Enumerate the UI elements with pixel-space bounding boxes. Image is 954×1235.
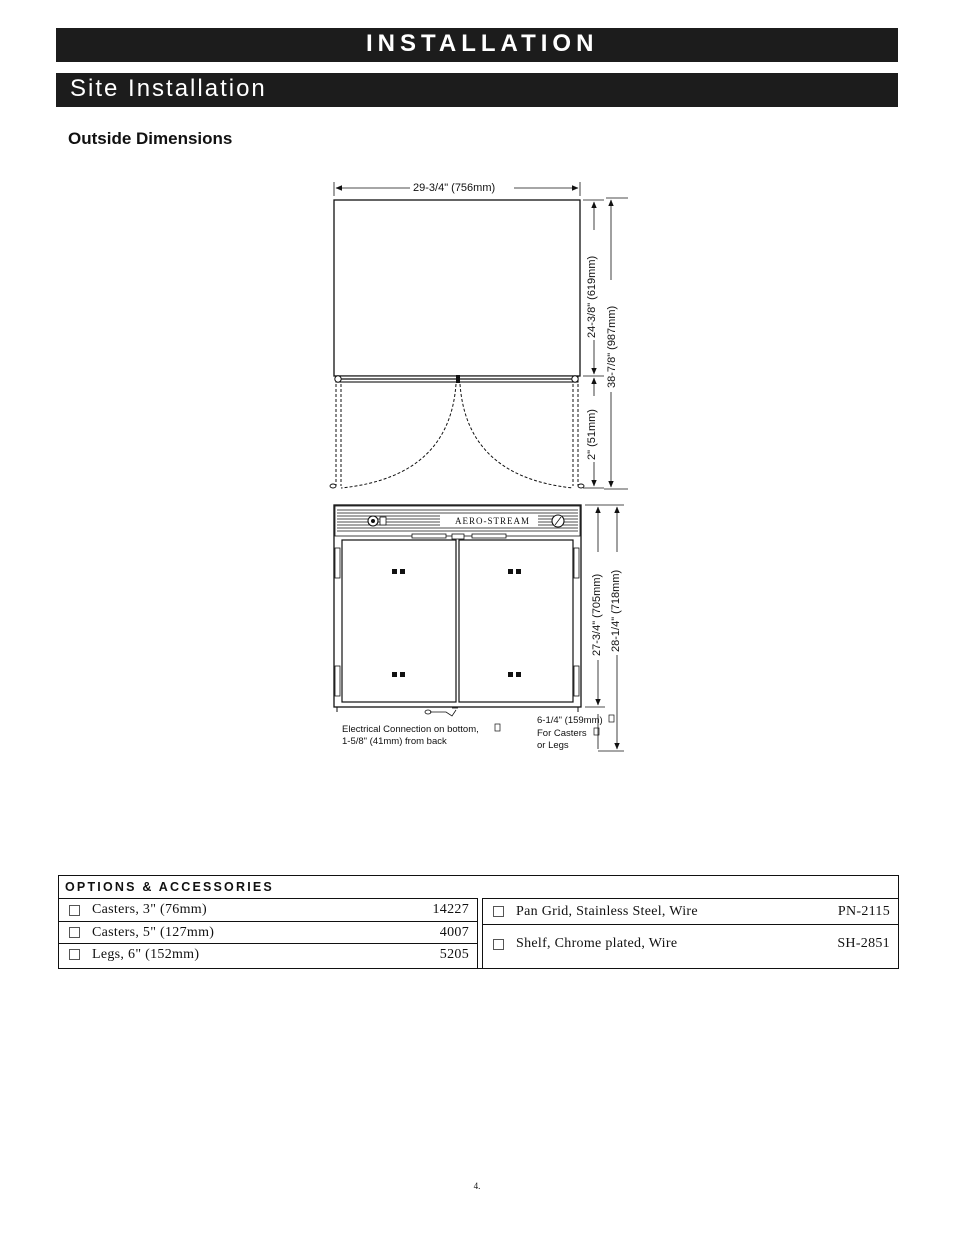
option-legs-6 (59, 943, 477, 965)
option-label: Legs, 6" (152mm) (92, 946, 200, 962)
options-title: OPTIONS & ACCESSORIES (65, 880, 274, 894)
page-number: 4. (473, 1181, 481, 1191)
options-left-column (59, 898, 477, 968)
option-code: 5205 (439, 946, 469, 962)
caster-note-line2: For Casters (537, 728, 587, 739)
electrical-note-line2: 1-5/8" (41mm) from back (342, 736, 447, 747)
option-label: Shelf, Chrome plated, Wire (516, 936, 678, 951)
option-pan-grid (483, 899, 898, 925)
option-label: Casters, 3" (76mm) (92, 902, 207, 917)
option-label: Pan Grid, Stainless Steel, Wire (516, 903, 698, 919)
depth-dimension-label: 24-3/8" (619mm) (586, 255, 598, 338)
width-dimension-label: 29-3/4" (756mm) (413, 182, 496, 194)
total-depth-dimension-label: 38-7/8" (987mm) (606, 305, 618, 388)
option-code: 14227 (432, 902, 469, 917)
option-label: Casters, 5" (127mm) (92, 924, 215, 940)
outside-dimensions-heading: Outside Dimensions (68, 129, 233, 148)
options-right-column (482, 898, 898, 968)
svg-text:Electrical Connection on botto (342, 724, 479, 735)
option-code: SH-2851 (837, 936, 890, 951)
placeholder-box-icon (609, 715, 614, 722)
door-dimension-label: 2" (51mm) (586, 409, 598, 460)
options-accessories-table (58, 875, 899, 969)
option-checkbox[interactable] (69, 927, 80, 938)
option-shelf (483, 925, 898, 963)
placeholder-box-icon (495, 724, 500, 731)
option-code: PN-2115 (837, 903, 890, 919)
electrical-note (342, 724, 500, 747)
electrical-note-line1: Electrical Connection on bottom, (342, 724, 479, 735)
height-dimension-label: 27-3/4" (705mm) (591, 573, 603, 656)
option-casters-3 (59, 899, 477, 921)
section-title: INSTALLATION (366, 30, 599, 57)
option-checkbox[interactable] (493, 939, 504, 950)
option-casters-5 (59, 921, 477, 943)
top-view (330, 182, 628, 489)
option-checkbox[interactable] (493, 906, 504, 917)
caster-note (537, 715, 614, 751)
option-checkbox[interactable] (69, 905, 80, 916)
option-checkbox[interactable] (69, 949, 80, 960)
option-code: 4007 (439, 924, 469, 940)
total-height-dimension-label: 28-1/4" (718mm) (610, 569, 622, 652)
column-divider (477, 898, 478, 968)
brand-logo: AERO-STREAM (455, 516, 531, 526)
subsection-title: Site Installation (70, 75, 267, 102)
caster-note-line1: 6-1/4" (159mm) (537, 715, 603, 726)
caster-note-line3: or Legs (537, 740, 569, 751)
